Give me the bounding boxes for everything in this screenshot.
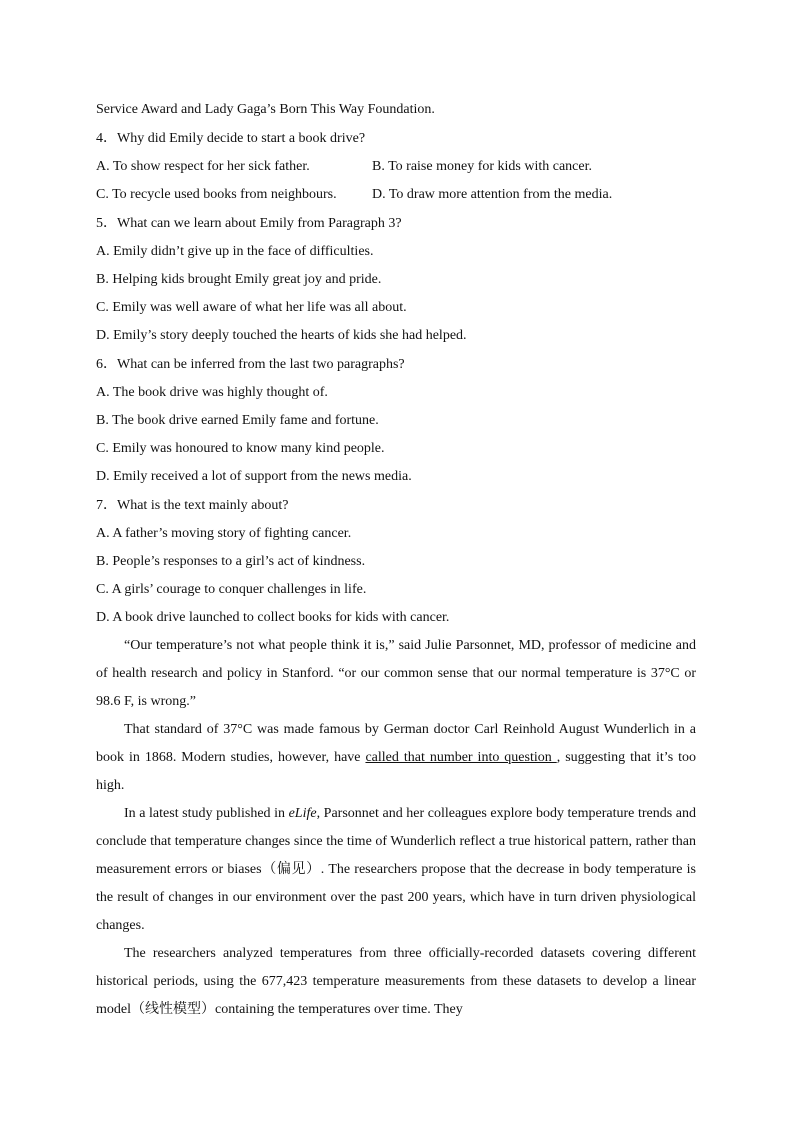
- question-5-option-d: D. Emily’s story deeply touched the hearts of kids she had helped.: [96, 328, 467, 343]
- question-6-option-b: B. The book drive earned Emily fame and fortune.: [96, 413, 379, 428]
- question-4-stem: 4．Why did Emily decide to start a book drive?: [96, 131, 366, 146]
- question-7-option-a: A. A father’s moving story of fighting cancer.: [96, 526, 352, 541]
- question-5-option-c: C. Emily was well aware of what her life was all about.: [96, 300, 407, 315]
- question-4-option-a: A. To show respect for her sick father.: [96, 159, 310, 174]
- question-7-option-d: D. A book drive launched to collect books for kids with cancer.: [96, 610, 450, 625]
- question-6-stem: 6．What can be inferred from the last two paragraphs?: [96, 357, 405, 372]
- question-7-option-c: C. A girls’ courage to conquer challenges in life.: [96, 582, 367, 597]
- question-4-option-b: B. To raise money for kids with cancer.: [372, 159, 592, 174]
- passage-paragraph-1: “Our temperature’s not what people think it is,” said Julie Parsonnet, MD, professor of medicine and of health research and policy in Stanford. “or our common sense that our normal temperature is 37°C or 98.6 F, is wrong.”: [96, 638, 696, 709]
- passage-paragraph-4: The researchers analyzed temperatures from three officially-recorded datasets covering different historical periods, using the 677,423 temperature measurements from these datasets to develop a linear model（线性模型）containing the temperatures over time. They: [96, 946, 696, 1017]
- question-6-option-d: D. Emily received a lot of support from the news media.: [96, 469, 412, 484]
- question-7-option-b: B. People’s responses to a girl’s act of kindness.: [96, 554, 366, 569]
- passage-paragraph-2-text-b: , suggesting that it’s too high.: [96, 750, 697, 793]
- passage-paragraph-3-text-b: , Parsonnet and her colleagues explore body temperature trends and conclude that temperature changes since the time of Wunderlich reflect a true historical pattern, rather than measurement errors or biases（偏见）. The researchers propose that the decrease in body temperature is the result of changes in our environment over the past 200 years, which have in turn driven physiological changes.: [96, 806, 696, 933]
- document-page: [96, 96, 696, 1024]
- question-5-option-a: A. Emily didn’t give up in the face of difficulties.: [96, 244, 374, 259]
- passage-paragraph-2-text-a: That standard of 37°C was made famous by German doctor Carl Reinhold August Wunderlich in a book in 1868. Modern studies, however, have: [96, 722, 696, 765]
- question-6-option-c: C. Emily was honoured to know many kind people.: [96, 441, 385, 456]
- passage-paragraph-3-text-a: In a latest study published in: [124, 806, 289, 821]
- question-5-option-b: B. Helping kids brought Emily great joy and pride.: [96, 272, 382, 287]
- passage-paragraph-3: [96, 800, 696, 940]
- question-7-stem: 7．What is the text mainly about?: [96, 498, 289, 513]
- passage-paragraph-2: [96, 716, 696, 800]
- question-4-options-row-1: [96, 153, 696, 181]
- question-4-option-c: C. To recycle used books from neighbours.: [96, 187, 337, 202]
- journal-name: eLife: [288, 806, 317, 821]
- underlined-phrase: called that number into question: [365, 750, 557, 765]
- intro-line: Service Award and Lady Gaga’s Born This Way Foundation.: [96, 102, 435, 117]
- question-6-option-a: A. The book drive was highly thought of.: [96, 385, 328, 400]
- question-4-option-d: D. To draw more attention from the media.: [372, 187, 613, 202]
- question-5-stem: 5．What can we learn about Emily from Paragraph 3?: [96, 216, 402, 231]
- question-4-options-row-2: [96, 181, 696, 209]
